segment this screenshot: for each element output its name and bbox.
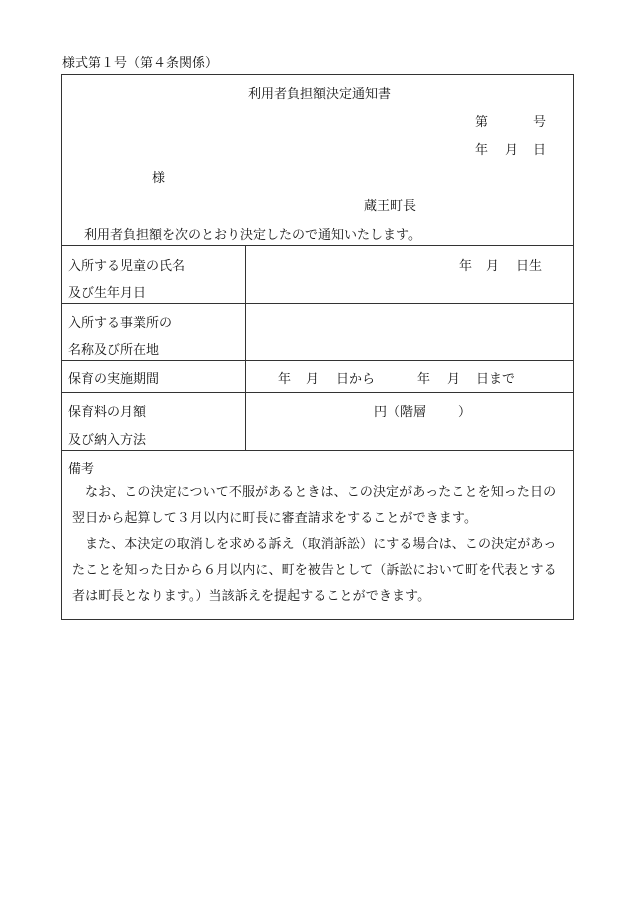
recipient-suffix: 様 [152, 171, 166, 186]
birth-month: 月 [486, 259, 500, 274]
column-divider [245, 245, 246, 450]
remarks-heading: 備考 [68, 462, 95, 477]
birth-year: 年 [459, 259, 473, 274]
notice-form [61, 74, 574, 620]
period-label: 保育の実施期間 [68, 372, 160, 387]
period-to-year: 年 [417, 372, 431, 387]
period-from-day: 日から [336, 372, 376, 387]
child-label-line1: 入所する児童の氏名 [68, 259, 186, 274]
fee-yen-tier: 円（階層 [374, 405, 427, 420]
child-label-line2: 及び生年月日 [68, 286, 147, 301]
date-year: 年 [475, 143, 489, 158]
period-from-year: 年 [278, 372, 292, 387]
period-to-day: 日まで [476, 372, 516, 387]
fee-label-line2: 及び納入方法 [68, 433, 147, 448]
remarks-paragraph-1: なお、この決定について不服があるときは、この決定があったことを知った日の翌日から起算して３月以内に町長に審査請求をすることができます。 [72, 485, 557, 526]
document-title: 利用者負担額決定通知書 [248, 87, 392, 102]
period-from-month: 月 [306, 372, 320, 387]
date-month: 月 [505, 143, 519, 158]
form-number-label: 様式第１号（第４条関係） [62, 56, 219, 71]
fee-label-line1: 保育料の月額 [68, 405, 147, 420]
number-suffix: 号 [533, 115, 547, 130]
intro-text: 利用者負担額を次のとおり決定したので通知いたします。 [84, 228, 421, 243]
facility-label-line2: 名称及び所在地 [68, 343, 160, 358]
period-to-month: 月 [447, 372, 461, 387]
issuer-name: 蔵王町長 [364, 199, 417, 214]
birth-day: 日生 [516, 259, 543, 274]
facility-label-line1: 入所する事業所の [68, 316, 173, 331]
divider-fee [62, 450, 573, 451]
number-prefix: 第 [475, 115, 489, 130]
remarks-paragraph-2: また、本決定の取消しを求める訴え（取消訴訟）にする場合は、この決定があったことを知った日から６月以内に、町を被告として（訴訟において町を代表とする者は町長となります。）当該訴えを提起することができます。 [72, 537, 557, 604]
date-day: 日 [533, 143, 547, 158]
divider-header [62, 245, 573, 246]
divider-child [62, 303, 573, 304]
fee-close-paren: ） [458, 405, 472, 420]
divider-facility [62, 360, 573, 361]
divider-period [62, 392, 573, 393]
